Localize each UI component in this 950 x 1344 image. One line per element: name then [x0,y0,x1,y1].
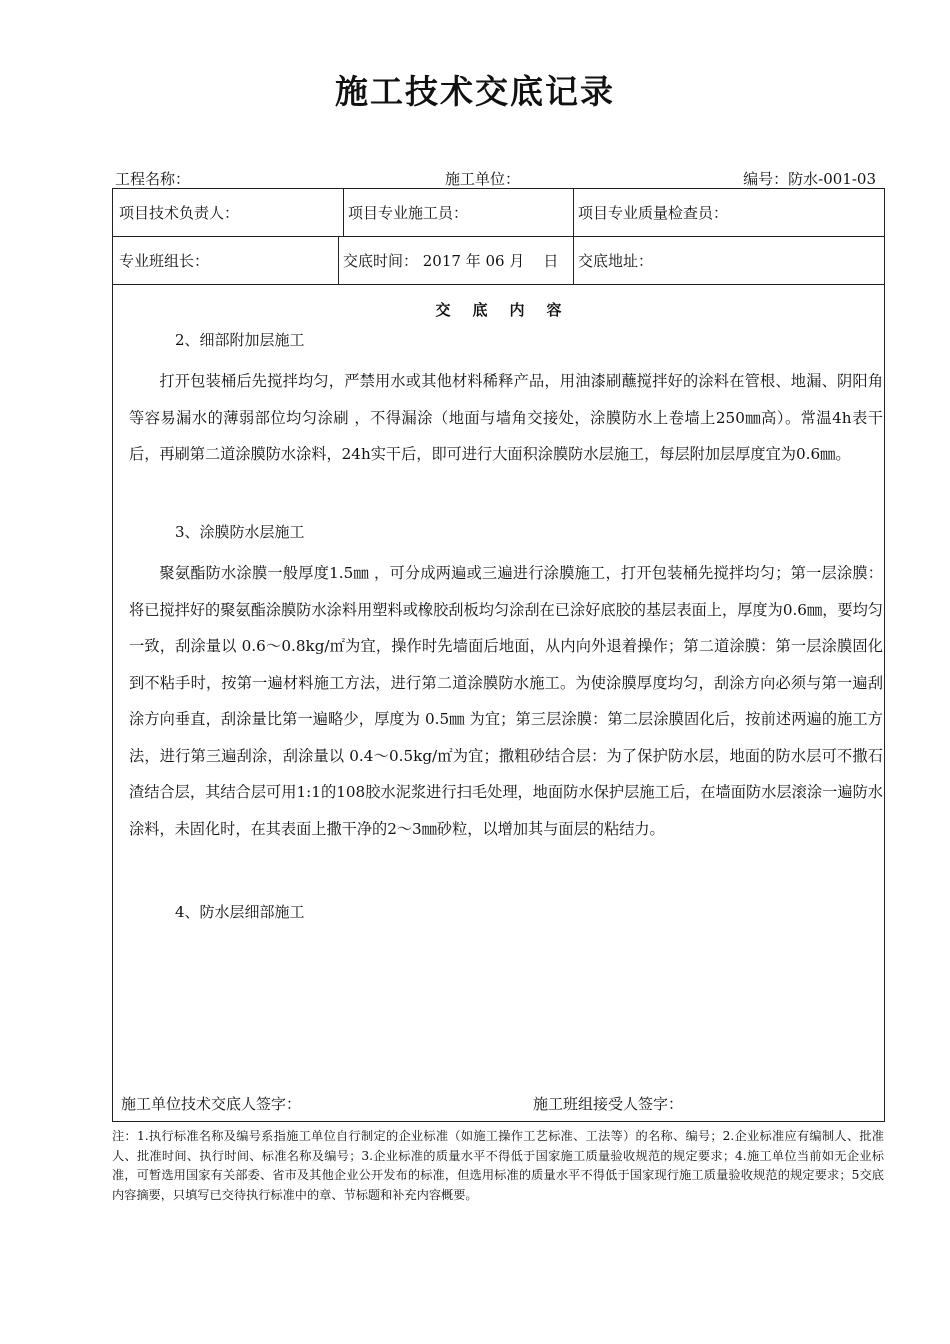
quality-inspector-field[interactable]: 项目专业质量检查员： [573,189,728,236]
footnote: 注：1.执行标准名称及编号系指施工单位自行制定的企业标准（如施工操作工艺标准、工法等）的名称、编号；2.企业标准应有编制人、批准人、批准时间、执行时间、标准名称及编号；3.企业标准的质量水平不得低于国家施工质量验收规范的规定要求；4.施工单位当前如无企业标准，可暂选用国家有关部委、省市及其他企业公开发布的标准，但选用标准的质量水平不得低于国家现行施工质量验收规范的规定要求；5交底内容摘要，只填写已交待执行标准中的章、节标题和补充内容概要。 [112,1129,884,1202]
briefer-signature-field[interactable]: 施工单位技术交底人签字： [121,1095,302,1113]
content-heading: 交底内容 [435,301,584,319]
personnel-row [113,189,884,237]
construction-unit-label: 施工单位： [445,170,521,188]
briefing-form [112,188,885,1122]
team-leader-field[interactable]: 专业班组长： [119,252,210,270]
section-3-text: 聚氨酯防水涂膜一般厚度1.5㎜ ，可分成两遍或三遍进行涂膜施工，打开包装桶先搅拌均匀；第一层涂膜：将已搅拌好的聚氨酯涂膜防水涂料用塑料或橡胶刮板均匀涂刮在已涂好底胶的基层表面上，厚度为0.6㎜，要均匀一致，刮涂量以 0.6～0.8kg/㎡为宜，操作时先墙面后地面，从内向外退着操作；第二道涂膜：第一层涂膜固化到不粘手时，按第一遍材料施工方法，进行第二道涂膜防水施工。为使涂膜厚度均匀，刮涂方向必须与第一遍刮涂方向垂直，刮涂量比第一遍略少，厚度为 0.5㎜ 为宜；第三层涂膜：第二层涂膜固化后，按前述两遍的施工方法，进行第三遍刮涂，刮涂量以 0.4～0.5kg/㎡为宜；撒粗砂结合层：为了保护防水层，地面的防水层可不撒石渣结合层，其结合层可用1:1的108胶水泥浆进行扫毛处理，地面防水保护层施工后，在墙面防水层滚涂一遍防水涂料，未固化时，在其表面上撒干净的2～3㎜砂粒，以增加其与面层的粘结力。 [129,564,883,838]
briefing-info-row [113,237,884,285]
briefing-location-field[interactable]: 交底地址： [573,237,653,284]
section-2-title: 2、细部附加层施工 [175,331,305,349]
form-header [112,168,884,190]
page-title: 施工技术交底记录 [335,72,615,111]
document-code: 编号：防水-001-03 [743,170,876,188]
section-4-title: 4、防水层细部施工 [175,903,305,921]
briefing-time-field[interactable]: 交底时间： 2017 年 06 月 日 [338,237,577,284]
section-3-title: 3、涂膜防水层施工 [175,523,305,541]
specialist-field[interactable]: 项目专业施工员： [343,189,582,236]
project-name-label: 工程名称： [115,170,191,188]
receiver-signature-field[interactable]: 施工班组接受人签字： [533,1095,684,1113]
briefing-content [113,285,884,1121]
tech-lead-field[interactable]: 项目技术负责人： [119,204,240,222]
section-2-text: 打开包装桶后先搅拌均匀，严禁用水或其他材料稀释产品，用油漆刷蘸搅拌好的涂料在管根、地漏、阴阳角等容易漏水的薄弱部位均匀涂刷 ，不得漏涂（地面与墙角交接处，涂膜防水上卷墙上250㎜高）。常温4h表干后，再刷第二道涂膜防水涂料，24h实干后，即可进行大面积涂膜防水层施工，每层附加层厚度宜为0.6㎜。 [129,372,883,463]
